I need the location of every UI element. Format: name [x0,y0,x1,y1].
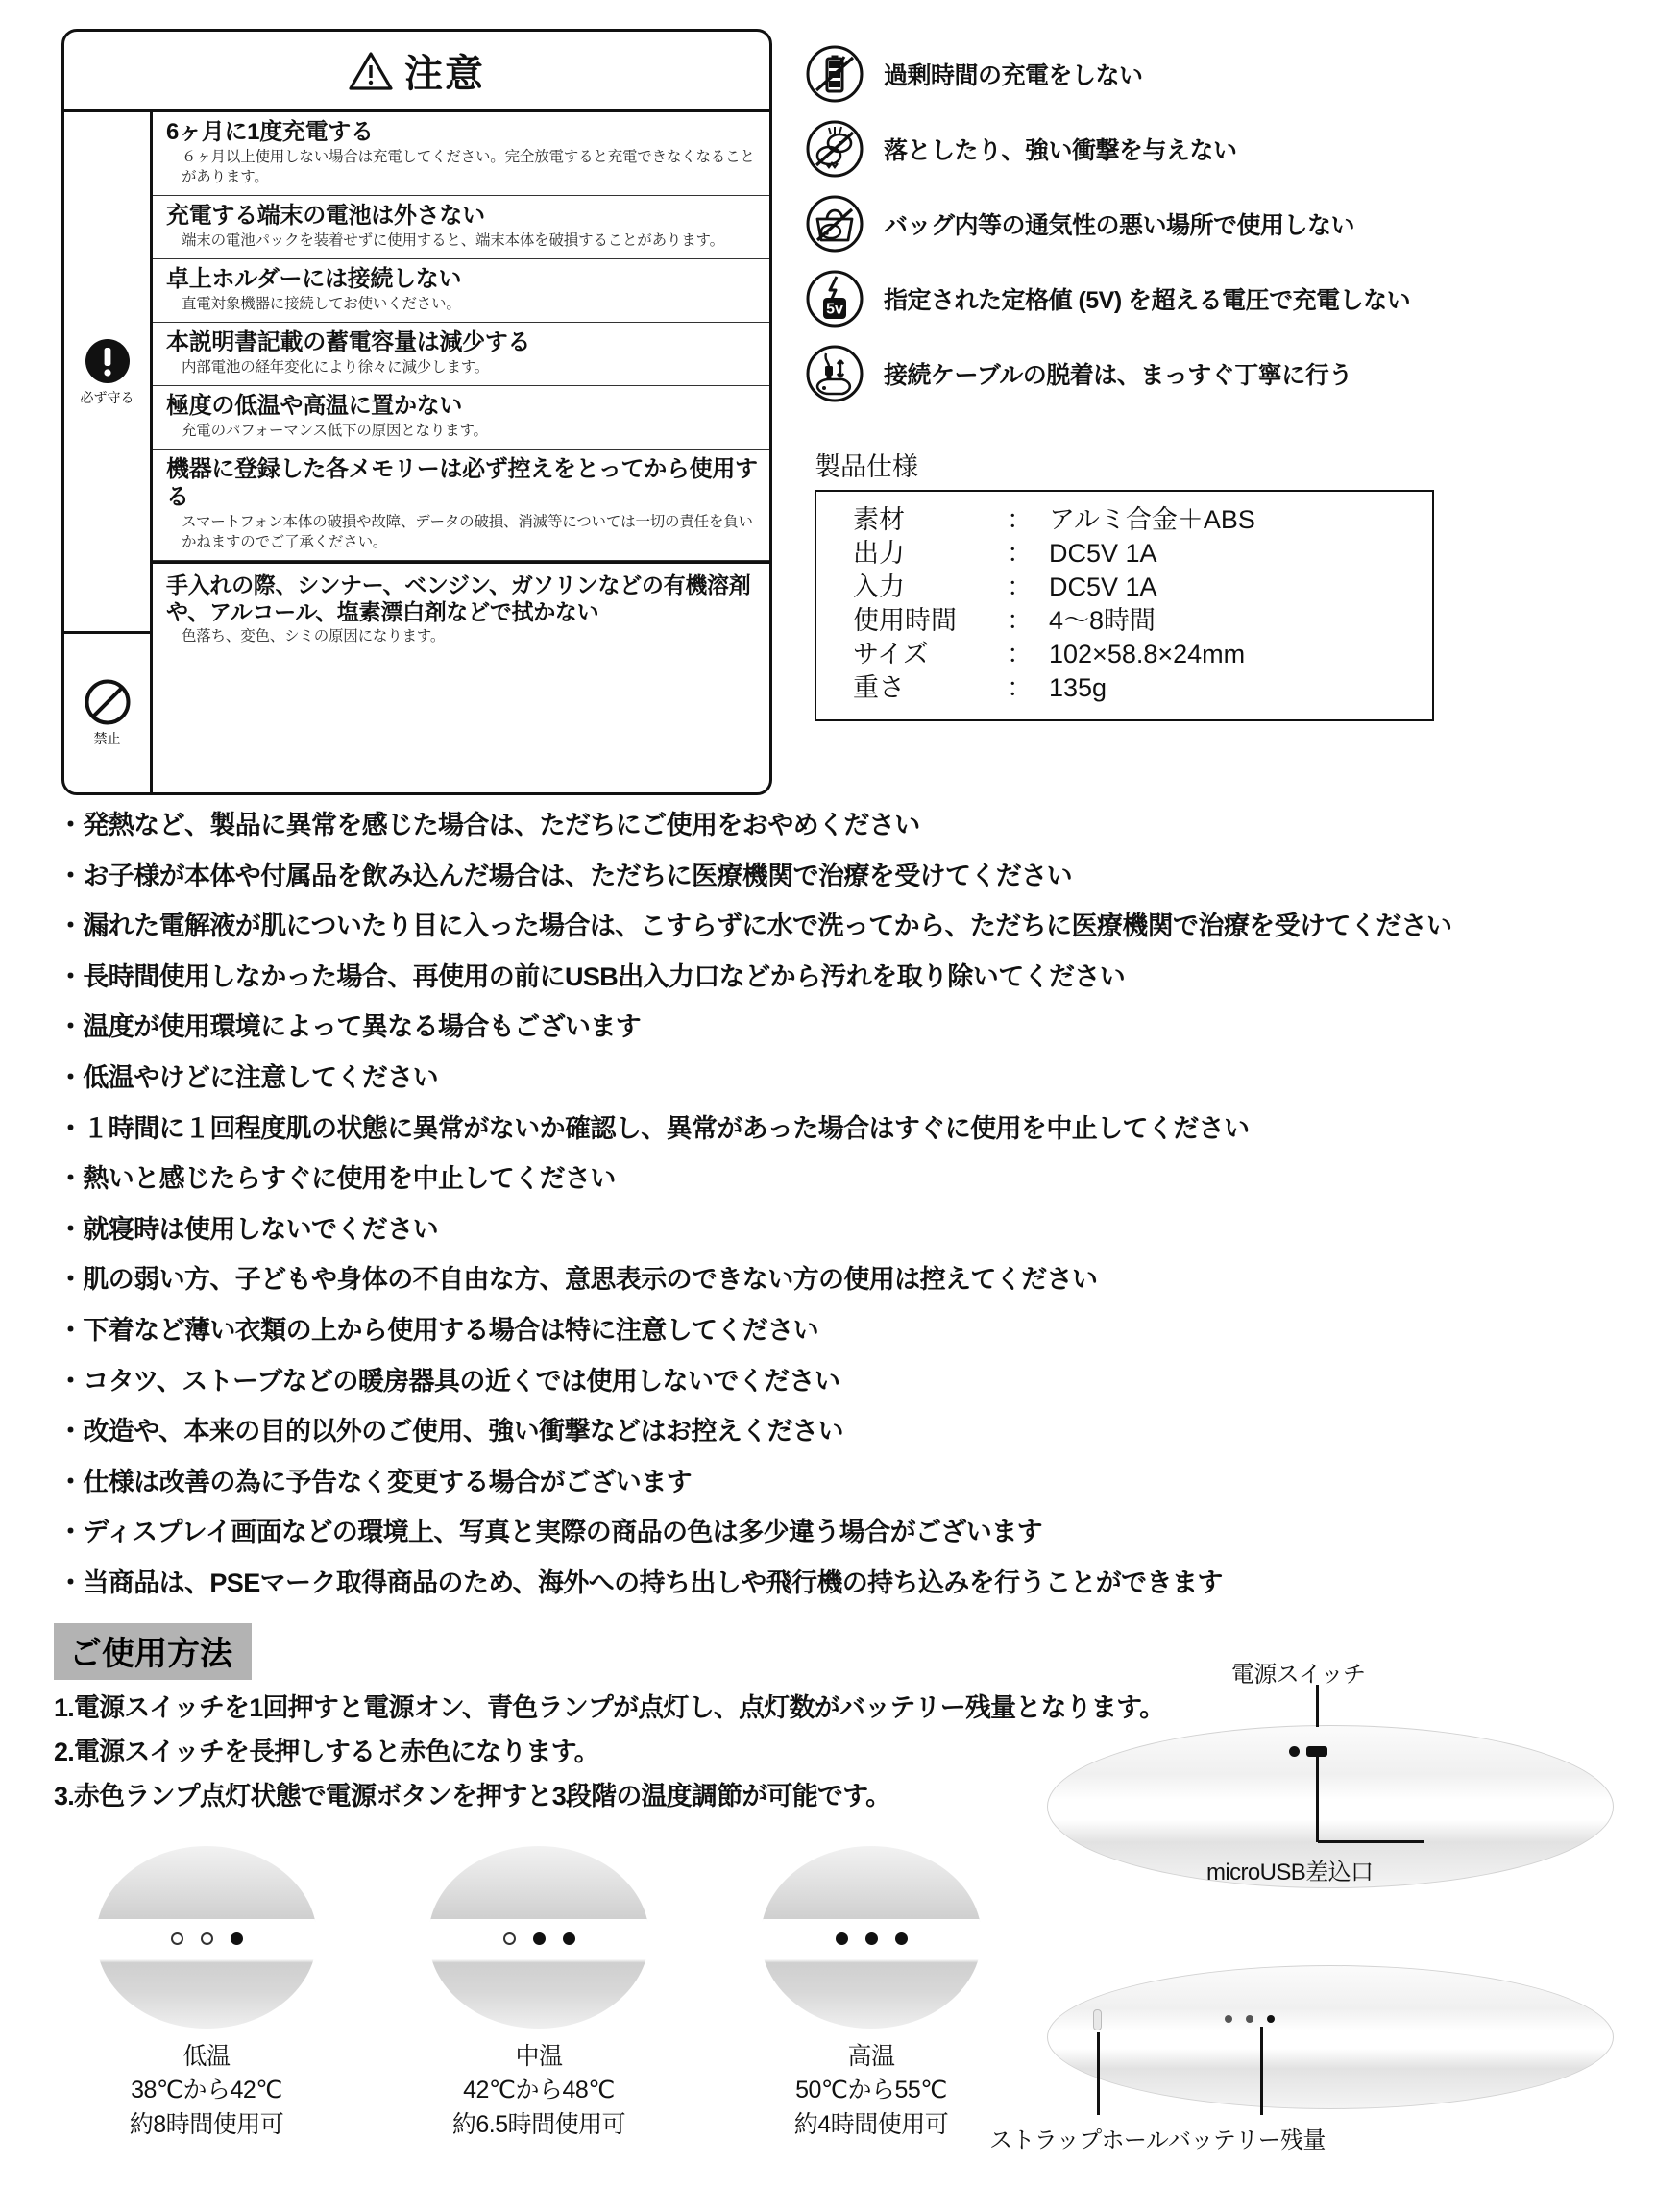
bullet-item: ・ディスプレイ画面などの環境上、写真と実際の商品の色は多少違う場合がございます [58,1518,1043,1547]
bullet-item: ・温度が使用環境によって異なる場合もございます [58,1012,642,1042]
power-switch-label: 電源スイッチ [1231,1662,1366,1688]
spec-colon: ： [1007,673,1033,703]
temperature-caption [761,2040,982,2143]
bullet-item: ・発熱など、製品に異常を感じた場合は、ただちにご使用をおやめください [58,811,920,839]
temperature-level-low [96,1846,317,2143]
prohibition-caption: 禁止 [93,731,121,746]
strap-hole-leader-line [1097,2032,1100,2115]
spec-value: 4〜8時間 [1049,606,1156,636]
bullet-item: ・下着など薄い衣類の上から使用する場合は特に注意してください [58,1315,818,1345]
spec-row [816,503,1432,537]
usage-step: 2.電源スイッチを長押しすると赤色になります。 [54,1737,599,1766]
caution-ban-heading: 手入れの際、シンナー、ベンジン、ガソリンなどの有機溶剤や、アルコール、塩素漂白剤などで拭かない [166,571,751,625]
no-overcharge-icon [805,44,864,104]
prohibition-icon [84,678,132,726]
bullet-item: ・熱いと感じたらすぐに使用を中止してください [58,1164,616,1194]
strap-hole-label: ストラップホール [989,2127,1169,2153]
caution-row-sub: 内部電池の経年変化により徐々に減少します。 [182,359,490,377]
device-lamp-diagram [96,1846,317,2029]
temperature-caption [96,2040,317,2143]
icon-warning-item [805,336,1631,411]
caution-ban-row [153,561,769,654]
caution-row [153,323,769,386]
caution-row [153,112,769,196]
safety-bullet-list [0,795,1679,1600]
strap-hole-mark [1093,2009,1102,2030]
icon-warning-label: 指定された定格値 (5V) を超える電圧で充電しない [884,287,1411,314]
lamp-dot [201,1932,213,1945]
lamp-dot [171,1932,183,1945]
spec-value: アルミ合金＋ABS [1049,505,1255,534]
prohibition-cell [64,631,150,792]
caution-title: 注意 [404,53,485,95]
caution-ban-sub: 色落ち、変色、シミの原因になります。 [182,628,446,645]
level-duration: 約8時間使用可 [129,2110,284,2138]
lamp-dot-on [231,1932,243,1945]
bullet-item: ・お子様が本体や付属品を飲み込んだ場合は、ただちに医療機関で治療を受けてください [58,861,1072,890]
icon-warning-item [805,261,1631,336]
spec-row [816,671,1432,705]
lamp-dot-on [895,1932,908,1945]
icon-warning-item [805,186,1631,261]
icon-warning-item [805,36,1631,111]
caution-rows [153,112,769,792]
spec-colon: ： [1007,505,1033,534]
spec-colon: ： [1007,572,1033,602]
caution-row-heading: 本説明書記載の蓄電容量は減少する [166,328,531,355]
caution-icon-column [64,112,153,792]
microusb-leader-line-h [1318,1840,1424,1843]
icon-warning-label: 落としたり、強い衝撃を与えない [884,137,1237,164]
level-name: 高温 [847,2042,895,2070]
temperature-level-mid [428,1846,649,2143]
bullet-item: ・１時間に１回程度肌の状態に異常がないか確認し、異常があった場合はすぐに使用を中止してください [58,1113,1250,1143]
caution-row-sub: スマートフォン本体の破損や故障、データの破損、消滅等については一切の責任を負いかねますのでご了承ください。 [182,514,753,551]
icon-warning-item [805,111,1631,186]
warning-triangle-icon [349,51,393,91]
lamp-band [96,1919,317,1959]
lamp-dot [503,1932,516,1945]
exclamation-icon [84,337,132,385]
microusb-label: microUSB差込口 [1206,1860,1374,1885]
usage-step: 3.赤色ランプ点灯状態で電源ボタンを押すと3段階の温度調節が可能です。 [54,1781,891,1811]
spec-row [816,638,1432,671]
bullet-item: ・改造や、本来の目的以外のご使用、強い衝撃などはお控えください [58,1417,843,1446]
level-duration: 約4時間使用可 [793,2110,949,2138]
caution-row [153,450,769,561]
lamp-dot-on [836,1932,848,1945]
lamp-dot-on [865,1932,878,1945]
spec-key: サイズ [853,640,929,669]
battery-dot [1246,2015,1253,2023]
caution-row [153,386,769,450]
caution-row-heading: 充電する端末の電池は外さない [166,202,485,229]
caution-row-sub: 直電対象機器に接続してお使いください。 [182,296,461,313]
level-range: 42℃から48℃ [463,2077,615,2104]
bullet-item: ・低温やけどに注意してください [58,1062,438,1092]
microusb-leader-line [1316,1754,1319,1842]
caution-row-heading: 卓上ホルダーには接続しない [166,265,462,292]
device-lamp-diagram [428,1846,649,2029]
battery-level-label: バッテリー残量 [1168,2127,1326,2153]
temperature-caption [428,2040,649,2143]
specifications-table [815,490,1434,721]
spec-value: DC5V 1A [1049,572,1157,602]
bullet-item: ・長時間使用しなかった場合、再使用の前にUSB出入力口などから汚れを取り除いてください [58,961,1126,991]
battery-level-leader-line [1260,2027,1263,2115]
lamp-dot-on [563,1932,575,1945]
top-section [0,0,1679,795]
bullet-item: ・当商品は、PSEマーク取得商品のため、海外への持ち出しや飛行機の持ち込みを行うことができます [58,1568,1223,1597]
specifications-section [805,446,1631,721]
spec-key: 重さ [853,673,905,703]
device-bottom-view [1047,1965,1614,2109]
must-observe-caption: 必ず守る [80,389,134,405]
spec-value: 135g [1049,673,1107,703]
spec-row [816,571,1432,604]
max-5v-icon [805,269,864,328]
svg-text:5v: 5v [826,301,843,318]
spec-colon: ： [1007,606,1033,636]
no-bag-use-icon [805,194,864,254]
bullet-item: ・コタツ、ストーブなどの暖房器具の近くでは使用しないでください [58,1366,840,1396]
spec-row [816,604,1432,638]
battery-dot [1225,2015,1232,2023]
caution-row-sub: 端末の電池パックを装着せずに使用すると、端末本体を破損することがあります。 [182,232,724,250]
icon-warning-label: 過剰時間の充電をしない [884,62,1143,89]
caution-row-sub: ６ヶ月以上使用しない場合は充電してください。完全放電すると充電できなくなることがあります。 [182,149,755,186]
lamp-dot-on [533,1932,546,1945]
bullet-item: ・仕様は改善の為に予告なく変更する場合がございます [58,1467,692,1496]
power-switch-leader-line [1316,1685,1319,1727]
usage-title: ご使用方法 [54,1623,252,1680]
level-duration: 約6.5時間使用可 [451,2110,626,2138]
lamp-band [428,1919,649,1959]
battery-level-dots [1225,2015,1275,2023]
icon-warnings-column [805,29,1631,795]
icon-warning-label: 接続ケーブルの脱着は、まっすぐ丁寧に行う [884,362,1352,389]
usage-step: 1.電源スイッチを1回押すと電源オン、青色ランプが点灯し、点灯数がバッテリー残量となります。 [54,1692,1165,1722]
must-observe-cell [64,112,150,631]
spec-key: 素材 [853,505,905,534]
level-range: 50℃から55℃ [795,2077,947,2104]
cable-straight-icon [805,344,864,403]
caution-row-sub: 充電のパフォーマンス低下の原因となります。 [182,423,488,440]
device-illustrations [980,1658,1652,2196]
spec-colon: ： [1007,539,1033,569]
spec-value: 102×58.8×24mm [1049,640,1246,669]
caution-table [61,29,772,795]
caution-row [153,259,769,323]
bullet-item: ・就寝時は使用しないでください [58,1214,438,1244]
spec-key: 出力 [853,539,905,569]
level-name: 低温 [182,2042,231,2070]
bullet-item: ・漏れた電解液が肌についたり目に入った場合は、こすらずに水で洗ってから、ただちに医療機関で治療を受けてください [58,912,1452,941]
level-range: 38℃から42℃ [131,2077,282,2104]
caution-row-heading: 機器に登録した各メモリーは必ず控えをとってから使用する [166,455,758,511]
no-drop-impact-icon [805,119,864,179]
spec-colon: ： [1007,640,1033,669]
bullet-item: ・肌の弱い方、子どもや身体の不自由な方、意思表示のできない方の使用は控えてください [58,1265,1098,1295]
caution-header [64,32,769,112]
icon-warning-label: バッグ内等の通気性の悪い場所で使用しない [884,212,1355,239]
lamp-band [761,1919,982,1959]
spec-key: 使用時間 [853,606,957,636]
spec-value: DC5V 1A [1049,539,1157,569]
device-lamp-diagram [761,1846,982,2029]
temperature-level-high [761,1846,982,2143]
spec-row [816,537,1432,571]
caution-body [64,112,769,792]
caution-row [153,196,769,259]
power-switch-mark [1289,1746,1300,1757]
caution-row-heading: 6ヶ月に1度充電する [166,119,374,145]
spec-key: 入力 [853,572,905,602]
caution-row-heading: 極度の低温や高温に置かない [166,392,463,419]
level-name: 中温 [515,2042,563,2070]
specifications-title: 製品仕様 [815,452,918,481]
battery-dot [1267,2015,1275,2023]
